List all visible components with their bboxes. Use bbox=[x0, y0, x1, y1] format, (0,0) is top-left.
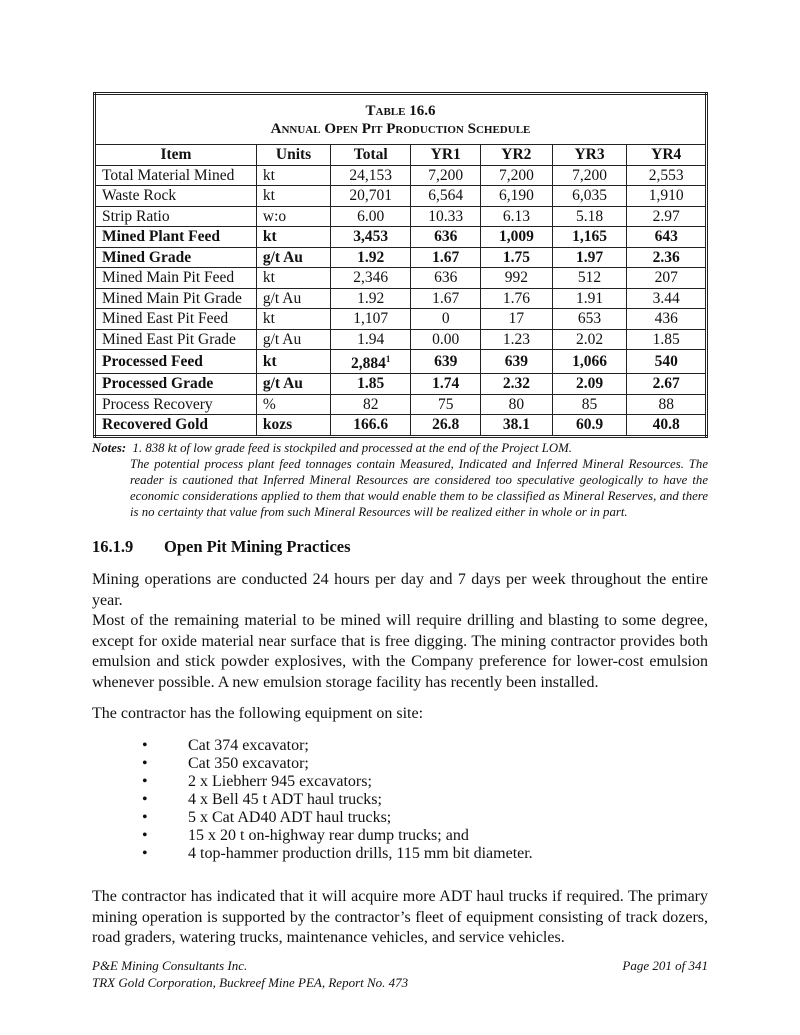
table-cell bbox=[256, 165, 330, 186]
list-item-text: 4 x Bell 45 t ADT haul trucks; bbox=[188, 791, 382, 808]
cell-value: 3,453 bbox=[353, 228, 389, 246]
cell-value: 1.94 bbox=[357, 330, 385, 348]
table-cell bbox=[552, 415, 627, 437]
cell-value: 1.92 bbox=[357, 248, 385, 266]
table-cell bbox=[552, 186, 627, 207]
table-cell bbox=[95, 227, 257, 248]
paragraph: The contractor has the following equipment on site: bbox=[92, 705, 424, 722]
list-item-text: Cat 374 excavator; bbox=[188, 737, 309, 754]
cell-value: 6.00 bbox=[357, 207, 385, 225]
cell-value: 1.85 bbox=[357, 375, 385, 393]
cell-value: 82 bbox=[362, 395, 379, 413]
cell-value: 7,200 bbox=[498, 166, 534, 184]
table-row bbox=[95, 350, 707, 374]
cell-value: 2,553 bbox=[648, 166, 684, 184]
section-title: Open Pit Mining Practices bbox=[164, 537, 351, 556]
list-item-text: Cat 350 excavator; bbox=[188, 755, 309, 772]
table-cell bbox=[481, 227, 552, 248]
table-row bbox=[95, 309, 707, 330]
table-caption bbox=[95, 94, 707, 145]
list-item bbox=[92, 773, 533, 791]
bullet-icon: • bbox=[142, 755, 148, 772]
cell-value: 6.13 bbox=[502, 207, 530, 225]
table-cell bbox=[627, 288, 707, 309]
table-cell bbox=[552, 329, 627, 350]
table-cell bbox=[552, 227, 627, 248]
table-cell bbox=[331, 206, 411, 227]
cell-value: Mined Main Pit Grade bbox=[102, 289, 242, 307]
table-cell bbox=[411, 329, 481, 350]
cell-value: 436 bbox=[654, 310, 678, 328]
cell-value: 2,346 bbox=[353, 269, 389, 287]
table-cell bbox=[256, 268, 330, 289]
table-cell bbox=[95, 415, 257, 437]
cell-value: 88 bbox=[658, 395, 674, 413]
table-cell bbox=[256, 227, 330, 248]
cell-value: 2.02 bbox=[575, 330, 604, 348]
table-cell bbox=[411, 227, 481, 248]
table-cell bbox=[95, 329, 257, 350]
table-cell bbox=[627, 329, 707, 350]
table-cell bbox=[627, 350, 707, 374]
table-cell bbox=[256, 415, 330, 437]
cell-value: 6,564 bbox=[428, 187, 464, 205]
table-cell bbox=[552, 394, 627, 415]
cell-value: 2.09 bbox=[575, 375, 604, 393]
table-cell bbox=[95, 247, 257, 268]
table-cell bbox=[552, 206, 627, 227]
table-cell bbox=[627, 394, 707, 415]
cell-value: 10.33 bbox=[428, 207, 464, 225]
bullet-icon: • bbox=[142, 845, 148, 862]
cell-value: 1.85 bbox=[652, 330, 680, 348]
cell-value: 80 bbox=[508, 395, 525, 413]
cell-value: 1.74 bbox=[432, 375, 460, 393]
paragraph: Mining operations are conducted 24 hours per day and 7 days per week throughout the entire year. bbox=[92, 571, 708, 609]
cell-value: Mined Plant Feed bbox=[102, 228, 220, 246]
table-cell bbox=[411, 268, 481, 289]
table-cell bbox=[331, 227, 411, 248]
column-header: YR1 bbox=[411, 145, 481, 166]
cell-value: g/t Au bbox=[262, 248, 303, 266]
table-cell bbox=[481, 309, 552, 330]
bullet-icon: • bbox=[142, 773, 148, 790]
note-1: 1. 838 kt of low grade feed is stockpiled and processed at the end of the Project LOM. bbox=[132, 441, 572, 455]
table-notes bbox=[92, 440, 708, 520]
table-cell bbox=[481, 268, 552, 289]
table-cell bbox=[481, 165, 552, 186]
cell-value: 639 bbox=[504, 353, 528, 371]
cell-value: 2.32 bbox=[502, 375, 530, 393]
list-item bbox=[92, 755, 533, 773]
cell-value: 75 bbox=[437, 395, 454, 413]
table-cell bbox=[256, 186, 330, 207]
cell-value: Mined East Pit Grade bbox=[102, 330, 236, 348]
footer-company: P&E Mining Consultants Inc. bbox=[92, 958, 248, 973]
table-header-row bbox=[95, 145, 707, 166]
cell-value: 1,910 bbox=[648, 187, 684, 205]
cell-value: kt bbox=[262, 228, 277, 246]
cell-value: g/t Au bbox=[262, 330, 302, 348]
cell-value: 1,165 bbox=[572, 228, 607, 246]
table-cell bbox=[256, 329, 330, 350]
cell-value: 636 bbox=[434, 269, 458, 287]
column-header: Units bbox=[256, 145, 330, 166]
table-cell bbox=[552, 165, 627, 186]
cell-value: 1.92 bbox=[357, 289, 385, 307]
cell-value: 1,009 bbox=[498, 228, 534, 246]
table-cell bbox=[95, 186, 257, 207]
list-item bbox=[92, 737, 533, 755]
list-item bbox=[92, 845, 533, 863]
cell-value: kt bbox=[262, 166, 275, 184]
footnote-marker: 1 bbox=[385, 354, 391, 364]
table-cell bbox=[331, 288, 411, 309]
table-row bbox=[95, 186, 707, 207]
cell-value: 26.8 bbox=[432, 416, 460, 434]
table-cell bbox=[627, 268, 707, 289]
table-cell bbox=[552, 268, 627, 289]
cell-value: 0.00 bbox=[432, 330, 460, 348]
cell-value: 512 bbox=[577, 269, 602, 287]
table-row bbox=[95, 165, 707, 186]
table-row bbox=[95, 268, 707, 289]
table-row bbox=[95, 227, 707, 248]
table-cell bbox=[256, 374, 330, 395]
cell-value: Mined Grade bbox=[102, 248, 192, 266]
table-cell bbox=[331, 329, 411, 350]
table-row bbox=[95, 394, 707, 415]
cell-value: 2.97 bbox=[652, 207, 680, 225]
list-item-text: 4 top-hammer production drills, 115 mm bit diameter. bbox=[188, 845, 533, 862]
equipment-list bbox=[92, 737, 533, 863]
cell-value: 24,153 bbox=[349, 166, 393, 184]
table-cell bbox=[411, 309, 481, 330]
cell-value: kt bbox=[262, 353, 277, 371]
footer-report: TRX Gold Corporation, Buckreef Mine PEA, Report No. 473 bbox=[92, 974, 409, 990]
cell-value: 1.67 bbox=[432, 248, 460, 266]
cell-value: 207 bbox=[654, 269, 678, 287]
notes-label: Notes: bbox=[92, 441, 127, 455]
table-cell bbox=[411, 374, 481, 395]
cell-value: 7,200 bbox=[572, 166, 607, 184]
table-cell bbox=[481, 206, 552, 227]
table-cell bbox=[256, 206, 330, 227]
table-cell bbox=[481, 350, 552, 374]
table-cell bbox=[552, 288, 627, 309]
bullet-icon: • bbox=[142, 809, 148, 826]
cell-value: Mined East Pit Feed bbox=[102, 310, 229, 328]
table-cell bbox=[95, 350, 257, 374]
column-header: YR3 bbox=[552, 145, 627, 166]
list-item bbox=[92, 791, 533, 809]
cell-value: kt bbox=[262, 269, 275, 287]
cell-value: 992 bbox=[504, 269, 528, 287]
cell-value: 643 bbox=[654, 228, 678, 246]
table-cell bbox=[481, 374, 552, 395]
cell-value: 2.67 bbox=[652, 375, 680, 393]
table-cell bbox=[256, 350, 330, 374]
cell-value: 0 bbox=[441, 310, 450, 328]
table-cell bbox=[331, 374, 411, 395]
cell-value: 60.9 bbox=[575, 416, 604, 434]
table-row bbox=[95, 247, 707, 268]
cell-value: 7,200 bbox=[428, 166, 464, 184]
list-item-text: 15 x 20 t on-highway rear dump trucks; and bbox=[188, 827, 469, 844]
cell-value: 1.67 bbox=[432, 289, 460, 307]
cell-value: 2,884 bbox=[351, 355, 386, 373]
table-cell bbox=[256, 247, 330, 268]
cell-value: 166.6 bbox=[353, 416, 389, 434]
table-cell bbox=[411, 206, 481, 227]
bullet-icon: • bbox=[142, 737, 148, 754]
cell-value: 38.1 bbox=[502, 416, 530, 434]
cell-value: 540 bbox=[654, 353, 678, 371]
cell-value: Strip Ratio bbox=[102, 207, 170, 225]
list-item-text: 2 x Liebherr 945 excavators; bbox=[188, 773, 372, 790]
table-cell bbox=[411, 247, 481, 268]
list-item-text: 5 x Cat AD40 ADT haul trucks; bbox=[188, 809, 392, 826]
table-cell bbox=[481, 329, 552, 350]
table-title: Table 16.6 bbox=[365, 102, 436, 119]
cell-value: % bbox=[262, 395, 276, 413]
table-cell bbox=[331, 268, 411, 289]
cell-value: Process Recovery bbox=[102, 395, 213, 413]
cell-value: Waste Rock bbox=[102, 187, 177, 205]
note-2: The potential process plant feed tonnages contain Measured, Indicated and Inferred Mineral Resources. The reader is cautioned that Inferred Mineral Resources are considered too speculative geologically to have the economic considerations applied to them that would enable them to be classified as Mineral Reserves, and there is no certainty that value from such Mineral Resources will be realized either in whole or in part. bbox=[130, 457, 708, 519]
cell-value: w:o bbox=[262, 207, 287, 225]
table-cell bbox=[627, 165, 707, 186]
table-cell bbox=[411, 394, 481, 415]
table-cell bbox=[481, 415, 552, 437]
table-cell bbox=[481, 186, 552, 207]
table-cell bbox=[331, 247, 411, 268]
column-header: YR4 bbox=[627, 145, 707, 166]
table-cell bbox=[627, 247, 707, 268]
cell-value: 40.8 bbox=[652, 416, 680, 434]
table-cell bbox=[411, 350, 481, 374]
cell-value: Total Material Mined bbox=[102, 166, 235, 184]
table-cell bbox=[627, 186, 707, 207]
table-cell bbox=[411, 288, 481, 309]
table-cell bbox=[95, 268, 257, 289]
table-cell bbox=[331, 350, 411, 374]
cell-value: 3.44 bbox=[652, 289, 680, 307]
paragraph: Most of the remaining material to be mined will require drilling and blasting to some degree, except for oxide material near surface that is free digging. The mining contractor provides both emulsion and stick powder explosives, with the Company preference for lower-cost emulsion whenever possible. A new emulsion storage facility has recently been installed. bbox=[92, 612, 708, 691]
table-row bbox=[95, 329, 707, 350]
bullet-icon: • bbox=[142, 791, 148, 808]
table-cell bbox=[627, 206, 707, 227]
column-header: Total bbox=[331, 145, 411, 166]
table-row bbox=[95, 374, 707, 395]
cell-value: 1,107 bbox=[353, 310, 389, 328]
section-number: 16.1.9 bbox=[92, 537, 134, 556]
table-cell bbox=[95, 165, 257, 186]
cell-value: 2.36 bbox=[652, 248, 680, 266]
table-cell bbox=[411, 415, 481, 437]
cell-value: 1.23 bbox=[502, 330, 530, 348]
cell-value: Recovered Gold bbox=[102, 416, 209, 434]
cell-value: Processed Grade bbox=[102, 375, 214, 393]
cell-value: 1.76 bbox=[502, 289, 530, 307]
column-header: YR2 bbox=[481, 145, 552, 166]
table-cell bbox=[331, 415, 411, 437]
list-item bbox=[92, 809, 533, 827]
table-cell bbox=[95, 394, 257, 415]
cell-value: Mined Main Pit Feed bbox=[102, 269, 235, 287]
table-cell bbox=[95, 374, 257, 395]
cell-value: kt bbox=[262, 187, 275, 205]
cell-value: g/t Au bbox=[262, 375, 303, 393]
cell-value: 1,066 bbox=[572, 353, 607, 371]
table-row bbox=[95, 288, 707, 309]
table-cell bbox=[552, 350, 627, 374]
cell-value: 17 bbox=[508, 310, 525, 328]
table-cell bbox=[481, 288, 552, 309]
cell-value: 85 bbox=[581, 395, 598, 413]
table-cell bbox=[481, 247, 552, 268]
list-item bbox=[92, 827, 533, 845]
table-row bbox=[95, 206, 707, 227]
cell-value: 1.75 bbox=[502, 248, 530, 266]
cell-value: Processed Feed bbox=[102, 353, 203, 371]
table-cell bbox=[627, 227, 707, 248]
table-cell bbox=[95, 309, 257, 330]
table-cell bbox=[331, 309, 411, 330]
cell-value: 1.97 bbox=[575, 248, 604, 266]
cell-value: 1.91 bbox=[575, 289, 604, 307]
page-number: Page 201 of 341 bbox=[622, 958, 708, 973]
table-cell bbox=[552, 374, 627, 395]
cell-value: 6,190 bbox=[498, 187, 534, 205]
table-row bbox=[95, 415, 707, 437]
table-cell bbox=[627, 415, 707, 437]
page-footer bbox=[92, 958, 708, 991]
production-schedule-table bbox=[93, 92, 708, 438]
table-cell bbox=[331, 186, 411, 207]
table-cell bbox=[331, 165, 411, 186]
column-header: Item bbox=[95, 145, 257, 166]
section-heading bbox=[92, 537, 351, 557]
table-cell bbox=[552, 309, 627, 330]
cell-value: kozs bbox=[262, 416, 293, 434]
bullet-icon: • bbox=[142, 827, 148, 844]
cell-value: 636 bbox=[434, 228, 458, 246]
cell-value: g/t Au bbox=[262, 289, 302, 307]
cell-value: 653 bbox=[577, 310, 602, 328]
cell-value: 639 bbox=[434, 353, 458, 371]
table-cell bbox=[256, 309, 330, 330]
table-cell bbox=[411, 165, 481, 186]
table-subtitle: Annual Open Pit Production Schedule bbox=[270, 120, 531, 137]
table-cell bbox=[481, 394, 552, 415]
table-cell bbox=[552, 247, 627, 268]
table-cell bbox=[627, 309, 707, 330]
cell-value: 6,035 bbox=[572, 187, 607, 205]
table-cell bbox=[256, 394, 330, 415]
cell-value: 5.18 bbox=[575, 207, 604, 225]
cell-value: 20,701 bbox=[349, 187, 393, 205]
table-cell bbox=[627, 374, 707, 395]
table-cell bbox=[411, 186, 481, 207]
cell-value: kt bbox=[262, 310, 275, 328]
table-cell bbox=[331, 394, 411, 415]
table-cell bbox=[256, 288, 330, 309]
table-cell bbox=[95, 206, 257, 227]
table-cell bbox=[95, 288, 257, 309]
paragraph: The contractor has indicated that it will acquire more ADT haul trucks if required. The primary mining operation is supported by the contractor’s fleet of equipment consisting of track dozers, road graders, watering trucks, maintenance vehicles, and service vehicles. bbox=[92, 888, 708, 946]
